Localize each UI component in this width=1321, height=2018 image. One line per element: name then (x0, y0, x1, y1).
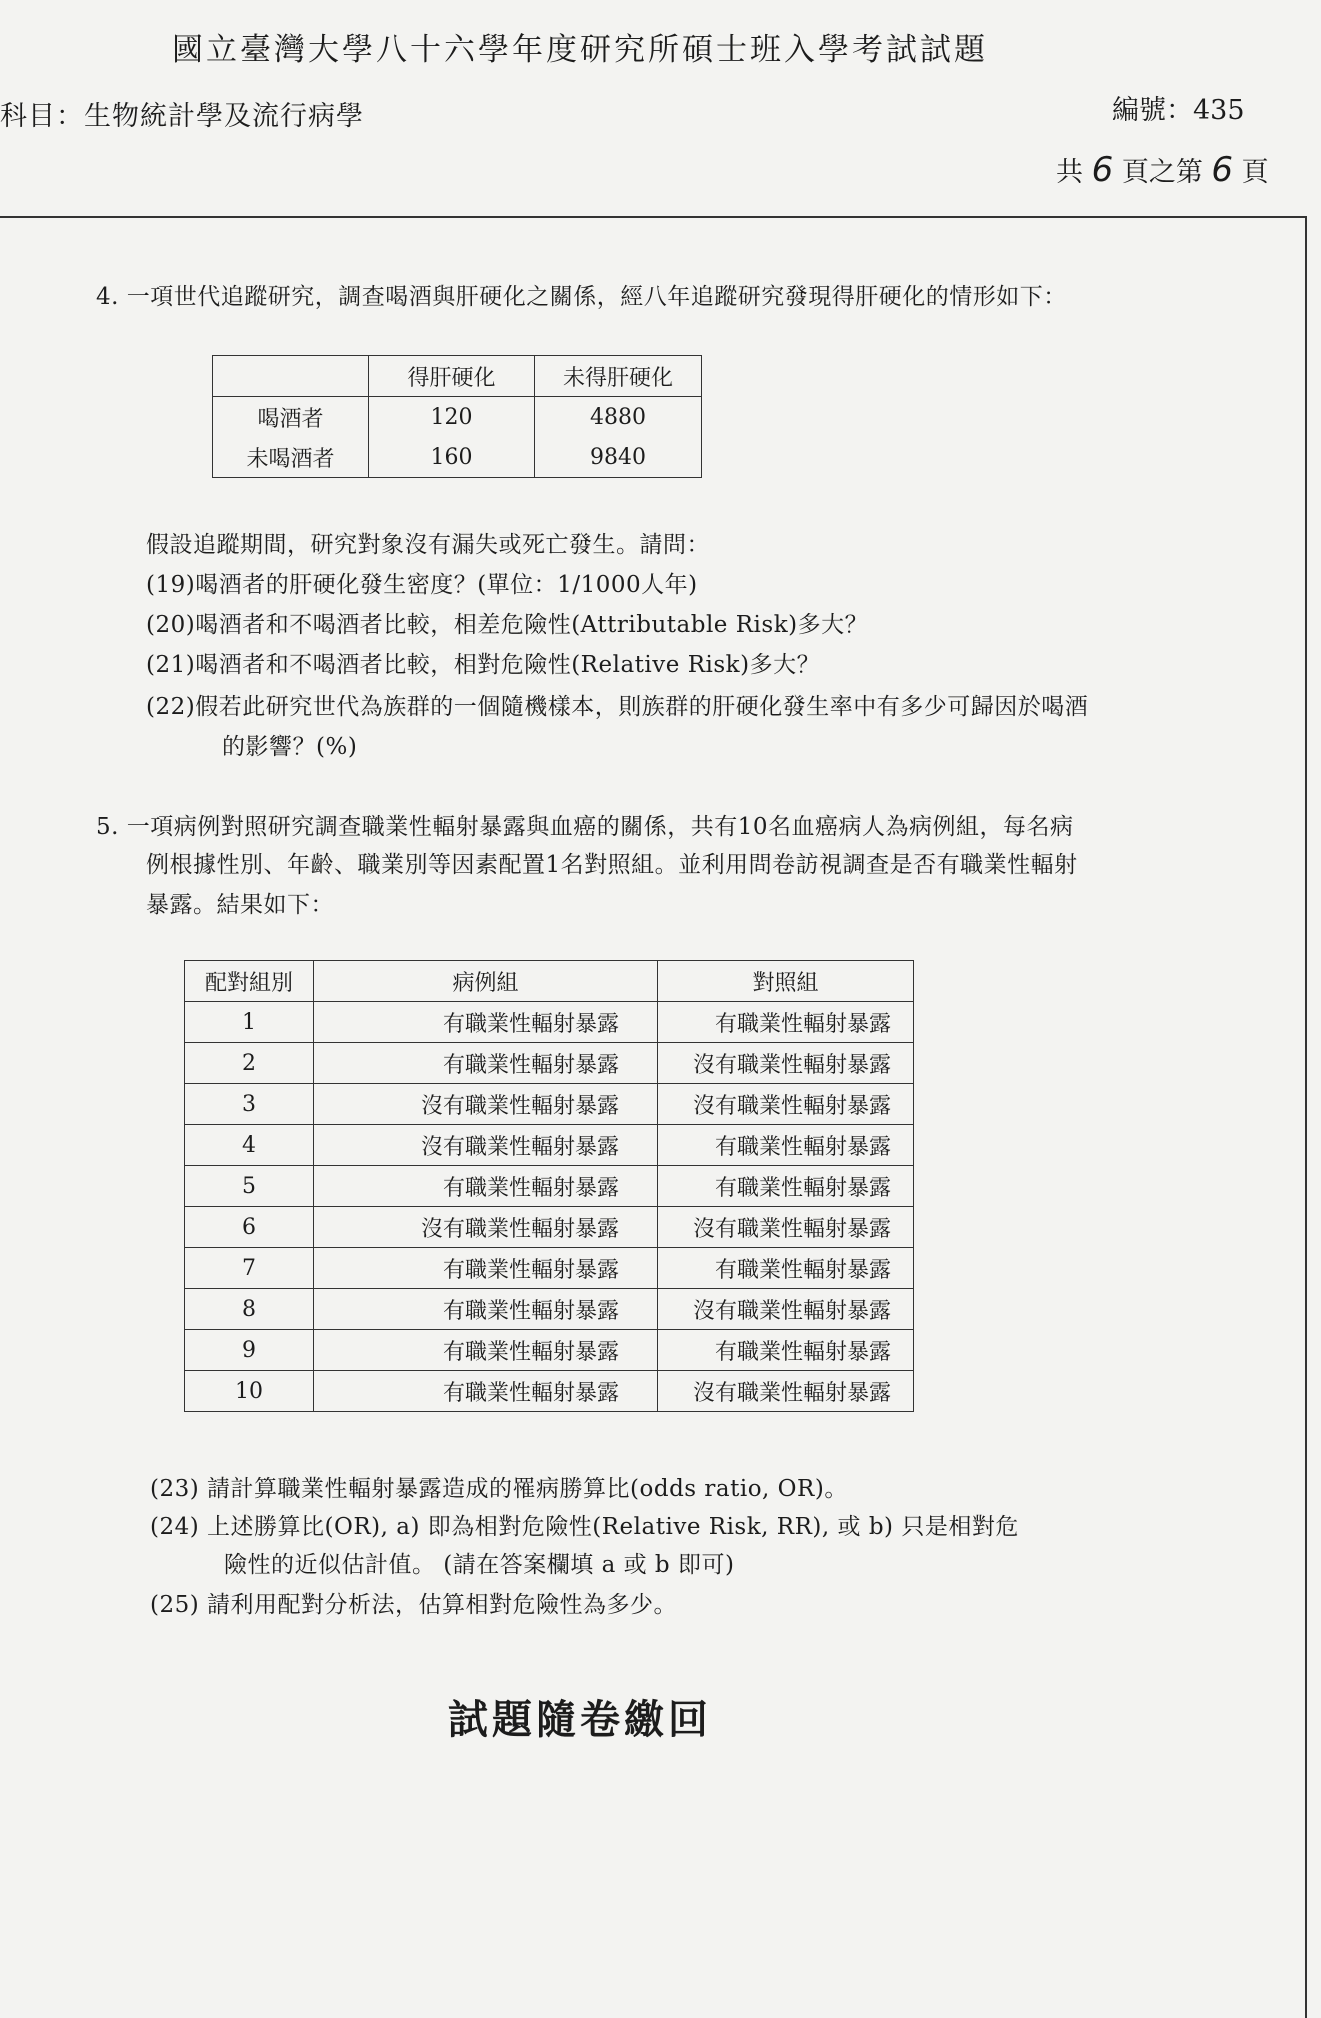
question-5-line-3: 暴露。結果如下： (146, 892, 334, 918)
table-cell: 有職業性輻射暴露 (658, 1330, 914, 1371)
question-4-intro: 假設追蹤期間，研究對象沒有漏失或死亡發生。請問： (146, 532, 710, 558)
table-cell: 9840 (535, 437, 702, 478)
table-row (185, 1330, 914, 1371)
table-cell: 有職業性輻射暴露 (658, 1002, 914, 1043)
table-row (213, 397, 702, 438)
question-20: (20)喝酒者和不喝酒者比較，相差危險性(Attributable Risk)多大？ (146, 612, 869, 638)
table-cell: 有職業性輻射暴露 (314, 1289, 658, 1330)
table-row (185, 1166, 914, 1207)
question-25: (25) 請利用配對分析法，估算相對危險性為多少。 (150, 1592, 678, 1618)
question-5-line-1: 5. 一項病例對照研究調查職業性輻射暴露與血癌的關係，共有10名血癌病人為病例組，每名病 (96, 814, 1074, 840)
table-row (185, 1289, 914, 1330)
table-cell: 2 (185, 1043, 314, 1084)
table-cell: 有職業性輻射暴露 (658, 1125, 914, 1166)
table-header-row (213, 356, 702, 397)
table-cell: 沒有職業性輻射暴露 (314, 1207, 658, 1248)
question-21: (21)喝酒者和不喝酒者比較，相對危險性(Relative Risk)多大？ (146, 652, 821, 678)
return-stamp: 試題隨卷繳回 (448, 1696, 712, 1743)
table-cell: 沒有職業性輻射暴露 (658, 1289, 914, 1330)
table-cell: 有職業性輻射暴露 (314, 1248, 658, 1289)
table-row (213, 437, 702, 478)
question-24-cont: 險性的近似估計值。 (請在答案欄填 a 或 b 即可) (224, 1552, 735, 1578)
table-cell: 有職業性輻射暴露 (658, 1166, 914, 1207)
table-row (185, 1125, 914, 1166)
table-cell: 病例組 (314, 961, 658, 1002)
page-count-mid: 頁之第 (1121, 157, 1203, 188)
table-cell: 沒有職業性輻射暴露 (658, 1043, 914, 1084)
table-cell: 9 (185, 1330, 314, 1371)
cohort-table (212, 355, 702, 478)
table-cell: 4880 (535, 397, 702, 438)
page-count-suffix: 頁 (1241, 157, 1269, 188)
table-cell: 10 (185, 1371, 314, 1412)
table-cell: 8 (185, 1289, 314, 1330)
table-header-row (185, 961, 914, 1002)
table-cell: 有職業性輻射暴露 (314, 1330, 658, 1371)
table-cell: 1 (185, 1002, 314, 1043)
exam-subject: 科目：生物統計學及流行病學 (0, 101, 364, 132)
table-row (185, 1207, 914, 1248)
table-cell: 3 (185, 1084, 314, 1125)
table-row (185, 1002, 914, 1043)
table-cell: 160 (369, 437, 535, 478)
table-cell: 4 (185, 1125, 314, 1166)
matched-pairs-table (184, 960, 914, 1412)
table-cell: 有職業性輻射暴露 (314, 1043, 658, 1084)
table-cell: 有職業性輻射暴露 (314, 1371, 658, 1412)
question-19: (19)喝酒者的肝硬化發生密度？(單位：1/1000人年) (146, 572, 698, 598)
table-cell: 沒有職業性輻射暴露 (658, 1207, 914, 1248)
table-cell: 6 (185, 1207, 314, 1248)
question-22: (22)假若此研究世代為族群的一個隨機樣本，則族群的肝硬化發生率中有多少可歸因於喝酒 (146, 694, 1089, 720)
table-cell: 喝酒者 (213, 397, 369, 438)
table-cell: 沒有職業性輻射暴露 (314, 1084, 658, 1125)
table-cell: 有職業性輻射暴露 (314, 1002, 658, 1043)
table-cell: 沒有職業性輻射暴露 (658, 1084, 914, 1125)
table-cell: 120 (369, 397, 535, 438)
table-cell (213, 356, 369, 397)
table-cell: 有職業性輻射暴露 (658, 1248, 914, 1289)
table-cell: 7 (185, 1248, 314, 1289)
question-5-line-2: 例根據性別、年齡、職業別等因素配置1名對照組。並利用問卷訪視調查是否有職業性輻射 (146, 852, 1078, 878)
table-cell: 對照組 (658, 961, 914, 1002)
table-cell: 沒有職業性輻射暴露 (658, 1371, 914, 1412)
table-row (185, 1248, 914, 1289)
question-22-cont: 的影響？(%) (222, 734, 358, 760)
table-row (185, 1043, 914, 1084)
table-cell: 得肝硬化 (369, 356, 535, 397)
page-count-prefix: 共 (1056, 157, 1083, 188)
exam-code: 編號：435 (1112, 95, 1245, 126)
table-cell: 5 (185, 1166, 314, 1207)
page-current: 6 (1211, 150, 1234, 190)
question-23: (23) 請計算職業性輻射暴露造成的罹病勝算比(odds ratio, OR)。 (150, 1476, 848, 1502)
table-row (185, 1371, 914, 1412)
question-24: (24) 上述勝算比(OR), a) 即為相對危險性(Relative Risk, RR), 或 b) 只是相對危 (150, 1514, 1019, 1540)
table-cell: 配對組別 (185, 961, 314, 1002)
table-cell: 未喝酒者 (213, 437, 369, 478)
question-4-text: 4. 一項世代追蹤研究，調查喝酒與肝硬化之關係，經八年追蹤研究發現得肝硬化的情形如下： (96, 284, 1067, 310)
page-count (1056, 150, 1269, 190)
table-cell: 沒有職業性輻射暴露 (314, 1125, 658, 1166)
exam-title: 國立臺灣大學八十六學年度研究所碩士班入學考試試題 (172, 32, 988, 68)
table-row (185, 1084, 914, 1125)
page-total: 6 (1091, 150, 1114, 190)
table-cell: 有職業性輻射暴露 (314, 1166, 658, 1207)
table-cell: 未得肝硬化 (535, 356, 702, 397)
